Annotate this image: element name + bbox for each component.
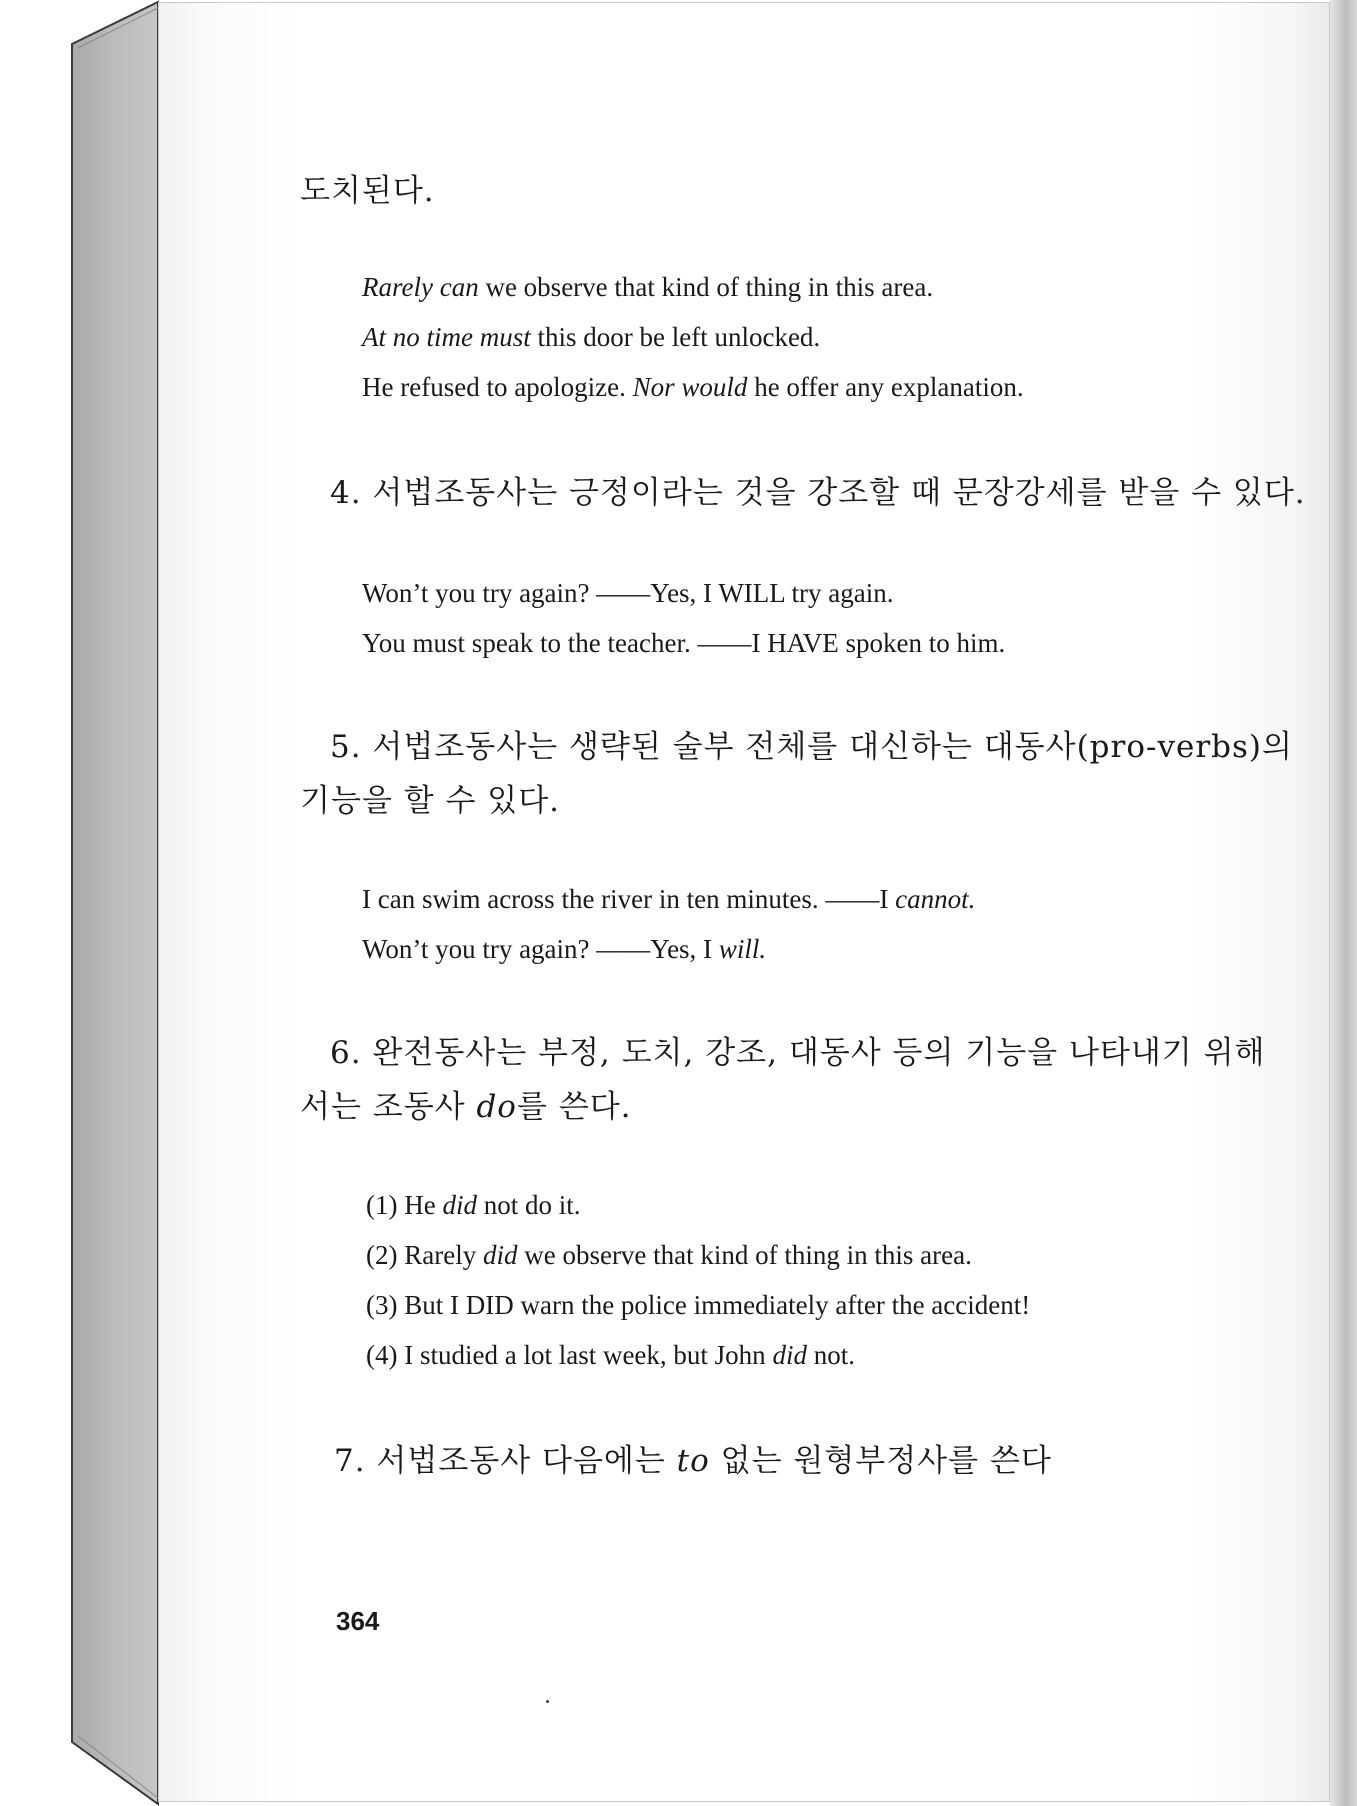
example-line (362, 274, 933, 301)
rule-heading-cont (300, 1089, 632, 1125)
numbered-example (366, 1342, 855, 1369)
example-lead: Won’t you try again? ——Yes, I (362, 934, 719, 964)
example-lead: He refused to apologize. (362, 372, 633, 402)
example-lead: (1) He (366, 1190, 443, 1220)
rule-emphasis: do (476, 1089, 517, 1125)
rule-text: 서는 조동사 (300, 1089, 477, 1125)
example-emphasis: did (482, 1240, 518, 1270)
rule-heading: 6. 완전동사는 부정, 도치, 강조, 대동사 등의 기능을 나타내기 위해 (330, 1035, 1266, 1071)
example-emphasis: cannot. (895, 884, 976, 914)
example-line (362, 936, 766, 963)
rule-text: 없는 원형부정사를 쓴다 (709, 1443, 1052, 1479)
example-rest: not do it. (476, 1190, 581, 1220)
rule-heading-cont: 기능을 할 수 있다. (300, 783, 561, 819)
example-line: Won’t you try again? ——Yes, I WILL try again. (362, 578, 894, 608)
numbered-example (366, 1242, 972, 1269)
page-number: 364 (336, 1606, 380, 1636)
example-emphasis: did (772, 1340, 807, 1370)
rule-text: 를 쓴다. (516, 1089, 632, 1125)
example-line: You must speak to the teacher. ——I HAVE spoken to him. (362, 628, 1006, 658)
example-rest: we observe that kind of thing in this area. (517, 1240, 972, 1270)
rule-emphasis: to (676, 1443, 710, 1479)
rule-heading: 5. 서법조동사는 생략된 술부 전체를 대신하는 대동사(pro-verbs)의 (330, 729, 1293, 765)
example-rest: we observe that kind of thing in this area. (478, 272, 934, 302)
example-line (362, 374, 1024, 401)
example-emphasis: did (442, 1190, 477, 1220)
example-line (362, 886, 975, 913)
example-lead: (3) But I DID warn the police immediately after the accident! (366, 1290, 1031, 1320)
example-rest: not. (806, 1340, 855, 1370)
example-lead: I can swim across the river in ten minutes. ——I (362, 884, 896, 914)
rule-heading (334, 1443, 1052, 1479)
numbered-example (366, 1292, 1030, 1319)
example-lead: (4) I studied a lot last week, but John (366, 1340, 773, 1370)
rule-heading: 4. 서법조동사는 긍정이라는 것을 강조할 때 문장강세를 받을 수 있다. (330, 475, 1306, 511)
example-emphasis: Nor would (632, 372, 748, 402)
rule-text: 7. 서법조동사 다음에는 (334, 1443, 677, 1479)
example-emphasis: Rarely can (362, 272, 479, 302)
example-rest: he offer any explanation. (747, 372, 1024, 402)
example-emphasis: At no time must (362, 322, 531, 352)
page-edge-shadow (1330, 0, 1357, 1806)
example-line (362, 324, 820, 351)
speck-mark (546, 1700, 549, 1703)
example-rest: this door be left unlocked. (530, 322, 821, 352)
example-lead: (2) Rarely (366, 1240, 483, 1270)
continuation-text: 도치된다. (300, 173, 435, 209)
example-emphasis: will. (718, 934, 767, 964)
numbered-example (366, 1192, 581, 1219)
book-spine (0, 0, 170, 1806)
